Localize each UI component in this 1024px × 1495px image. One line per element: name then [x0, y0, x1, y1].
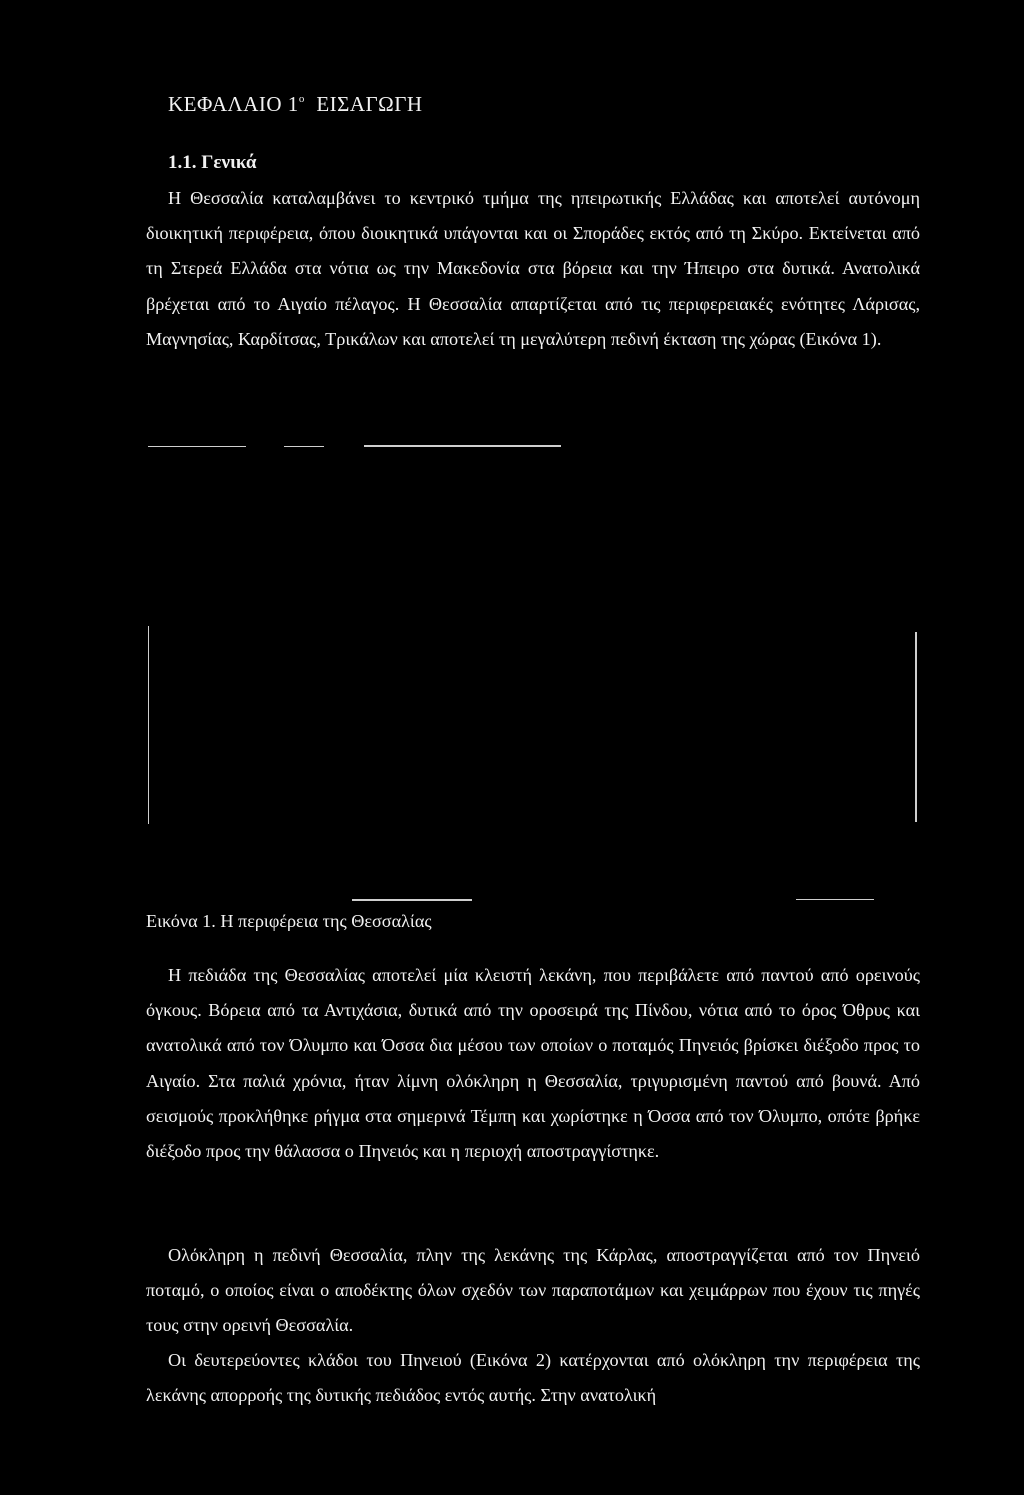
figure-1-image [146, 436, 920, 906]
figure-top-rule-middle [284, 446, 324, 447]
paragraph-intro: Η Θεσσαλία καταλαμβάνει το κεντρικό τμήμα της ηπειρωτικής Ελλάδας και αποτελεί αυτόνομη διοικητική περιφέρεια, όπου διοικητικά υπάγονται και οι Σποράδες εκτός από τη Σκύρο. Εκτείνεται από τη Στερεά Ελλάδα στα νότια ως την Μακεδονία στα βόρεια και την Ήπειρο στα δυτικά. Ανατολικά βρέχεται από το Αιγαίο πέλαγος. Η Θεσσαλία απαρτίζεται από τις περιφερειακές ενότητες Λάρισας, Μαγνησίας, Καρδίτσας, Τρικάλων και αποτελεί τη μεγαλύτερη πεδινή έκταση της χώρας (Εικόνα 1). [146, 188, 920, 349]
paragraph-drainage: Ολόκληρη η πεδινή Θεσσαλία, πλην της λεκάνης της Κάρλας, αποστραγγίζεται από τον Πηνειό ποταμό, ο οποίος είναι ο αποδέκτης όλων σχεδόν των παραποτάμων και χειμάρρων που έχουν τις πηγές τους στην ορεινή Θεσσαλία. [146, 1245, 920, 1336]
chapter-prefix: ΚΕΦΑΛΑΙΟ 1 [168, 92, 299, 116]
figure-left-edge [148, 626, 149, 824]
section-heading: 1.1. Γενικά [168, 152, 257, 173]
paragraph-plain: Η πεδιάδα της Θεσσαλίας αποτελεί μία κλειστή λεκάνη, που περιβάλετε από παντού από ορεινούς όγκους. Βόρεια από τα Αντιχάσια, δυτικά από την οροσειρά της Πίνδου, νότια από το όρος Όθρυς και ανατολικά από τον Όλυμπο και Όσσα δια μέσου των οποίων ο ποταμός Πηνειός βρίσκει διέξοδο προς το Αιγαίο. Στα παλιά χρόνια, ήταν λίμνη ολόκληρη η Θεσσαλία, τριγυρισμένη παντού από βουνά. Από σεισμούς προκλήθηκε ρήγμα στα σημερινά Τέμπη και χωρίστηκε η Όσσα από τον Όλυμπο, οπότε βρήκε διέξοδο προς την θάλασσα ο Πηνειός και η περιοχή αποστραγγίστηκε. [146, 965, 920, 1162]
chapter-ordinal-superscript: ο [298, 93, 305, 105]
figure-bottom-rule-left [352, 899, 472, 901]
figure-right-edge [915, 632, 917, 822]
chapter-title: ΕΙΣΑΓΩΓΗ [316, 92, 423, 116]
figure-top-rule-left [148, 446, 246, 447]
figure-bottom-rule-right [796, 899, 874, 900]
chapter-heading [168, 92, 423, 117]
figure-top-rule-right [364, 445, 561, 447]
paragraph-branches: Οι δευτερεύοντες κλάδοι του Πηνειού (Εικόνα 2) κατέρχονται από ολόκληρη την περιφέρεια της λεκάνης απορροής της δυτικής πεδιάδος εντός αυτής. Στην ανατολική [146, 1350, 920, 1406]
figure-caption: Εικόνα 1. Η περιφέρεια της Θεσσαλίας [146, 911, 432, 931]
